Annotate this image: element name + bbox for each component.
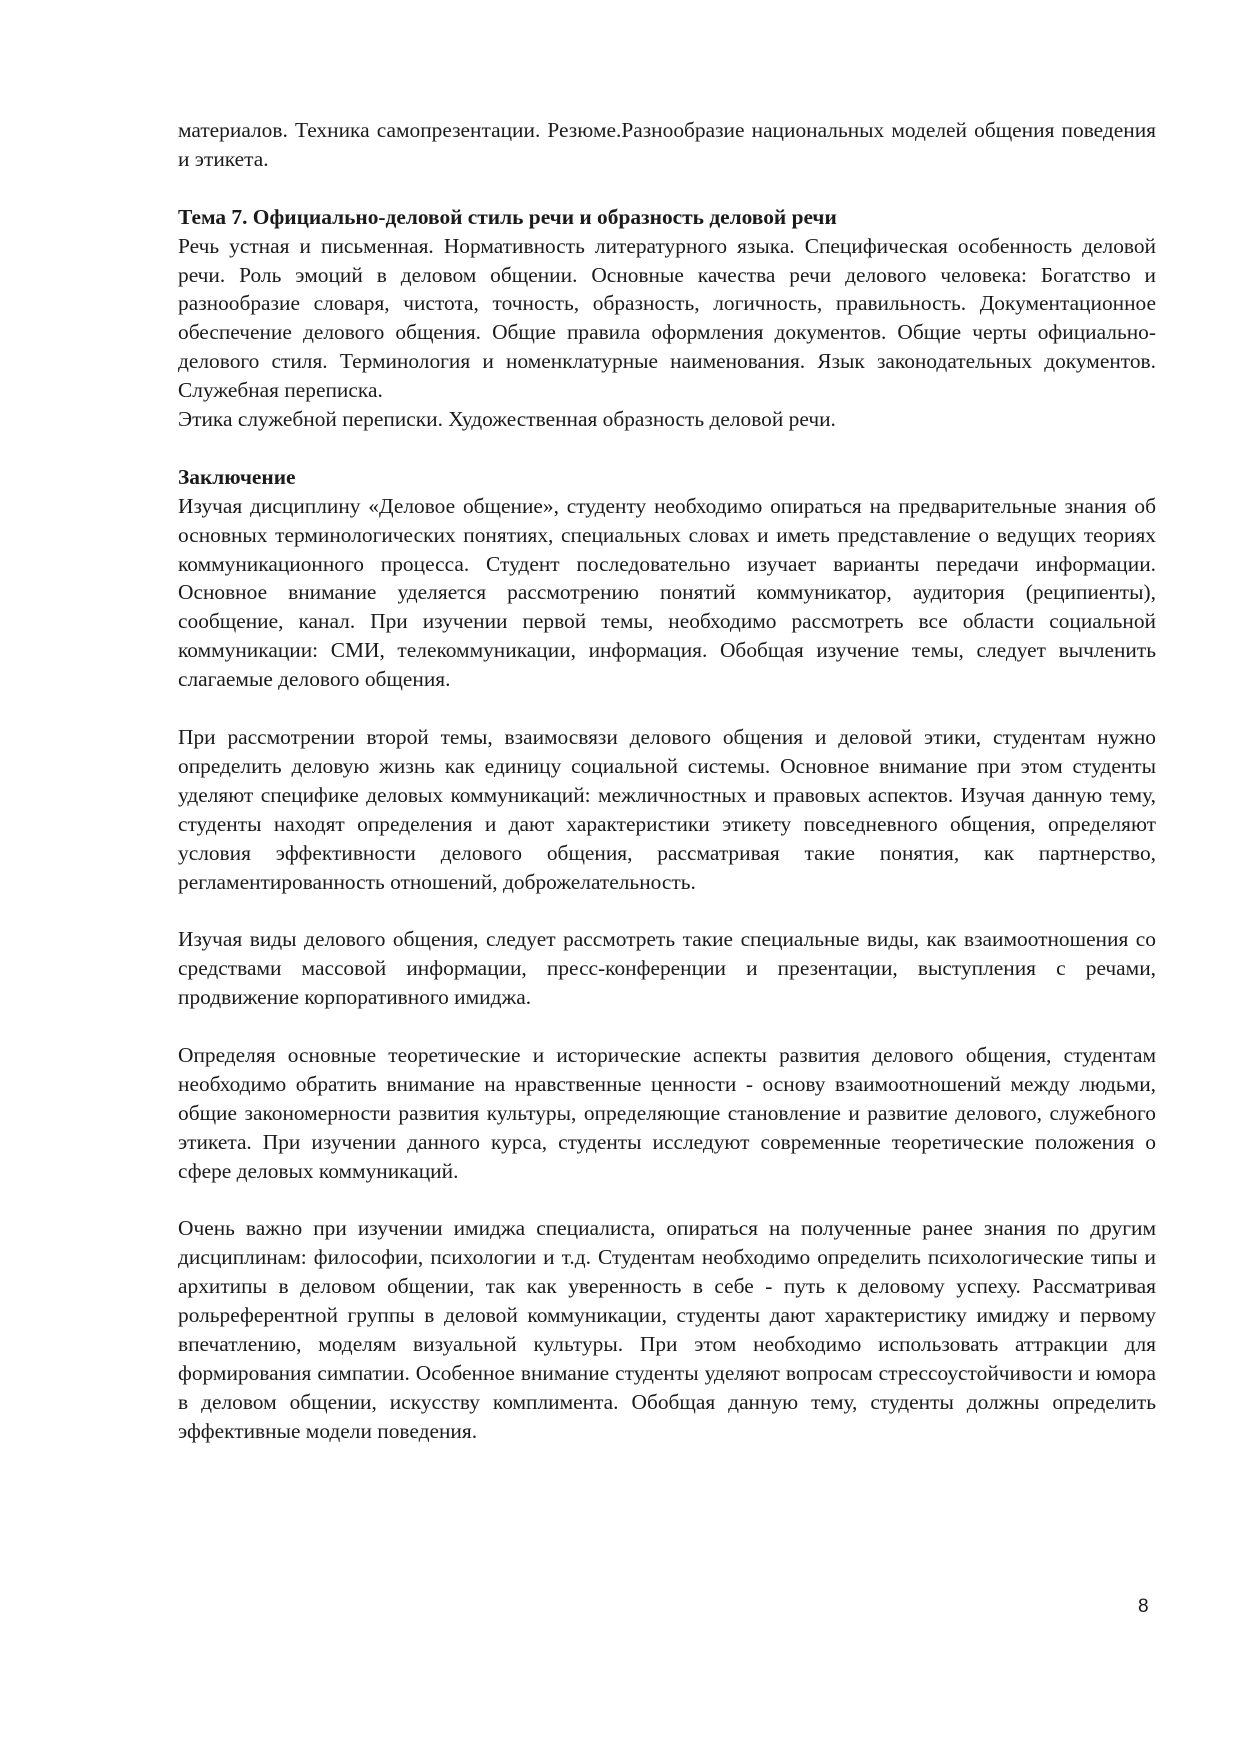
- spacer: [178, 694, 1156, 723]
- spacer: [178, 1012, 1156, 1041]
- topic-7-heading: Тема 7. Официально-деловой стиль речи и образность деловой речи: [178, 204, 837, 229]
- conclusion-paragraph-3: Изучая виды делового общения, следует рассмотреть такие специальные виды, как взаимоотношения со средствами массовой информации, пресс-конференции и презентации, выступления с речами, продвижение корпоративного имиджа.: [178, 927, 1156, 1010]
- spacer: [178, 1185, 1156, 1214]
- page-number: 8: [1138, 1596, 1149, 1617]
- conclusion-paragraph-5: Очень важно при изучении имиджа специалиста, опираться на полученные ранее знания по другим дисциплинам: философии, психологии и т.д. Студентам необходимо определить психологические типы и архитипы в деловом общении, так как уверенность в себе - путь к деловому успеху. Рассматривая рольреферентной группы в деловой коммуникации, студенты дают характеристику имиджу и первому впечатлению, моделям визуальной культуры. При этом необходимо использовать аттракции для формирования симпатии. Особенное внимание студенты уделяют вопросам стрессоустойчивости и юмора в деловом общении, искусству комплимента. Обобщая данную тему, студенты должны определить эффективные модели поведения.: [178, 1216, 1156, 1443]
- spacer: [178, 434, 1156, 463]
- conclusion-paragraph-4: Определяя основные теоретические и исторические аспекты развития делового общения, студентам необходимо обратить внимание на нравственные ценности - основу взаимоотношений между людьми, общие закономерности развития культуры, определяющие становление и развитие делового, служебного этикета. При изучении данного курса, студенты исследуют современные теоретические положения о сфере деловых коммуникаций.: [178, 1042, 1156, 1183]
- spacer: [178, 174, 1156, 203]
- spacer: [178, 896, 1156, 925]
- topic-7-paragraph-ethics: Этика служебной переписки. Художественная образность деловой речи.: [178, 407, 836, 432]
- conclusion-heading: Заключение: [178, 464, 296, 489]
- conclusion-paragraph-1: Изучая дисциплину «Деловое общение», студенту необходимо опираться на предварительные знания об основных терминологических понятиях, специальных словах и иметь представление о ведущих теориях коммуникационного процесса. Студент последовательно изучает варианты передачи информации. Основное внимание уделяется рассмотрению понятий коммуникатор, аудитория (реципиенты), сообщение, канал. При изучении первой темы, необходимо рассмотреть все области социальной коммуникации: СМИ, телекоммуникации, информация. Обобщая изучение темы, следует вычленить слагаемые делового общения.: [178, 493, 1156, 692]
- conclusion-paragraph-2: При рассмотрении второй темы, взаимосвязи делового общения и деловой этики, студентам нужно определить деловую жизнь как единицу социальной системы. Основное внимание при этом студенты уделяют специфике деловых коммуникаций: межличностных и правовых аспектов. Изучая данную тему, студенты находят определения и дают характеристики этикету повседневного общения, определяют условия эффективности делового общения, рассматривая такие понятия, как партнерство, регламентированность отношений, доброжелательность.: [178, 724, 1156, 894]
- topic-7-paragraph: Речь устная и письменная. Нормативность литературного языка. Специфическая особенность деловой речи. Роль эмоций в деловом общении. Основные качества речи делового человека: Богатство и разнообразие словаря, чистота, точность, образность, логичность, правильность. Документационное обеспечение делового общения. Общие правила оформления документов. Общие черты официально-делового стиля. Терминология и номенклатурные наименования. Язык законодательных документов. Служебная переписка.: [178, 233, 1156, 403]
- intro-paragraph: материалов. Техника самопрезентации. Резюме.Разнообразие национальных моделей общения поведения и этикета.: [178, 118, 1156, 171]
- page-content: [178, 116, 1156, 1446]
